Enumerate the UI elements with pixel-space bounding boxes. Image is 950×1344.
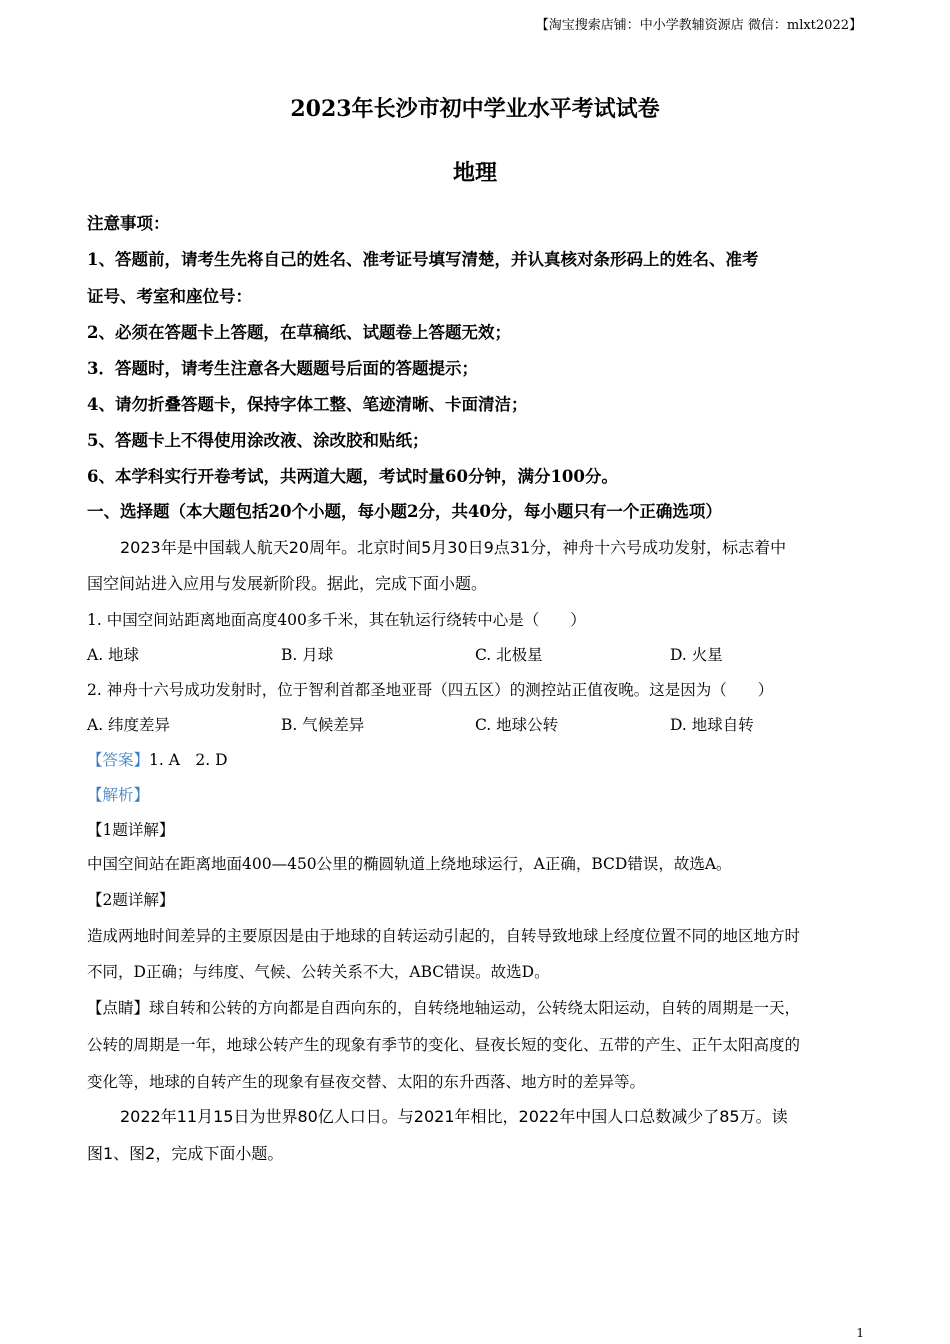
q1-option-d: D. 火星 (670, 646, 723, 664)
notice-item-1b: 证号、考室和座位号： (87, 287, 252, 306)
section-heading: 一、选择题（本大题包括20个小题，每小题2分，共40分，每小题只有一个正确选项） (87, 502, 722, 521)
tip-text-b: 公转的周期是一年，地球公转产生的现象有季节的变化、昼夜长短的变化、五带的产生、正午太阳高度的 (87, 1036, 801, 1054)
notice-item-2: 2、必须在答题卡上答题，在草稿纸、试题卷上答题无效； (87, 323, 511, 342)
detail-2-text-a: 造成两地时间差异的主要原因是由于地球的自转运动引起的，自转导致地球上经度位置不同的地区地方时 (87, 927, 801, 945)
notice-item-5: 5、答题卡上不得使用涂改液、涂改胶和贴纸； (87, 431, 429, 450)
page-number: 1 (856, 1326, 864, 1340)
detail-1-text: 中国空间站在距离地面400—450公里的椭圆轨道上绕地球运行，A正确，BCD错误，故选A。 (87, 855, 732, 873)
q1-option-a: A. 地球 (87, 646, 140, 664)
passage-2a: 2022年11月15日为世界80亿人口日。与2021年相比，2022年中国人口总数减少了85万。读 (120, 1107, 788, 1126)
passage-1a: 2023年是中国载人航天20周年。北京时间5月30日9点31分，神舟十六号成功发射，标志着中 (120, 538, 787, 557)
detail-2-tag: 【2题详解】 (87, 891, 175, 909)
notice-heading: 注意事项： (87, 214, 170, 233)
answer-text: 1. A 2. D (149, 751, 228, 769)
subject-title: 地理 (452, 160, 497, 186)
page-title: 2023年长沙市初中学业水平考试试卷 (290, 96, 660, 122)
question-1-stem: 1. 中国空间站距离地面高度400多千米，其在轨运行绕转中心是（ ） (87, 611, 586, 629)
detail-2-text-b: 不同，D正确；与纬度、气候、公转关系不大，ABC错误。故选D。 (87, 963, 550, 981)
passage-2b: 图1、图2，完成下面小题。 (87, 1144, 284, 1163)
question-2-stem: 2. 神舟十六号成功发射时，位于智利首都圣地亚哥（四五区）的测控站正值夜晚。这是因为（ ） (87, 681, 774, 699)
passage-1b: 国空间站进入应用与发展新阶段。据此，完成下面小题。 (87, 574, 488, 593)
answer-tag: 【答案】 (87, 751, 150, 769)
detail-1-tag: 【1题详解】 (87, 821, 175, 839)
tip-text-c: 变化等，地球的自转产生的现象有昼夜交替、太阳的东升西落、地方时的差异等。 (87, 1073, 646, 1091)
q2-option-a: A. 纬度差异 (87, 716, 171, 734)
q1-option-b: B. 月球 (281, 646, 334, 664)
q2-option-c: C. 地球公转 (475, 716, 559, 734)
header-note: 【淘宝搜索店铺：中小学教辅资源店 微信：mlxt2022】 (535, 18, 862, 33)
notice-item-6: 6、本学科实行开卷考试，共两道大题，考试时量60分钟，满分100分。 (87, 467, 618, 486)
q1-option-c: C. 北极星 (475, 646, 543, 664)
answer-line (87, 748, 228, 770)
notice-item-4: 4、请勿折叠答题卡，保持字体工整、笔迹清晰、卡面清洁； (87, 395, 528, 414)
q2-option-b: B. 气候差异 (281, 716, 365, 734)
notice-item-1a: 1、答题前，请考生先将自己的姓名、准考证号填写清楚，并认真核对条形码上的姓名、准考 (87, 250, 759, 269)
tip-text-a: 【点睛】球自转和公转的方向都是自西向东的，自转绕地轴运动，公转绕太阳运动，自转的周期是一天， (87, 999, 801, 1017)
notice-item-3: 3．答题时，请考生注意各大题题号后面的答题提示； (87, 359, 478, 378)
q2-option-d: D. 地球自转 (670, 716, 754, 734)
analysis-tag: 【解析】 (87, 786, 150, 804)
